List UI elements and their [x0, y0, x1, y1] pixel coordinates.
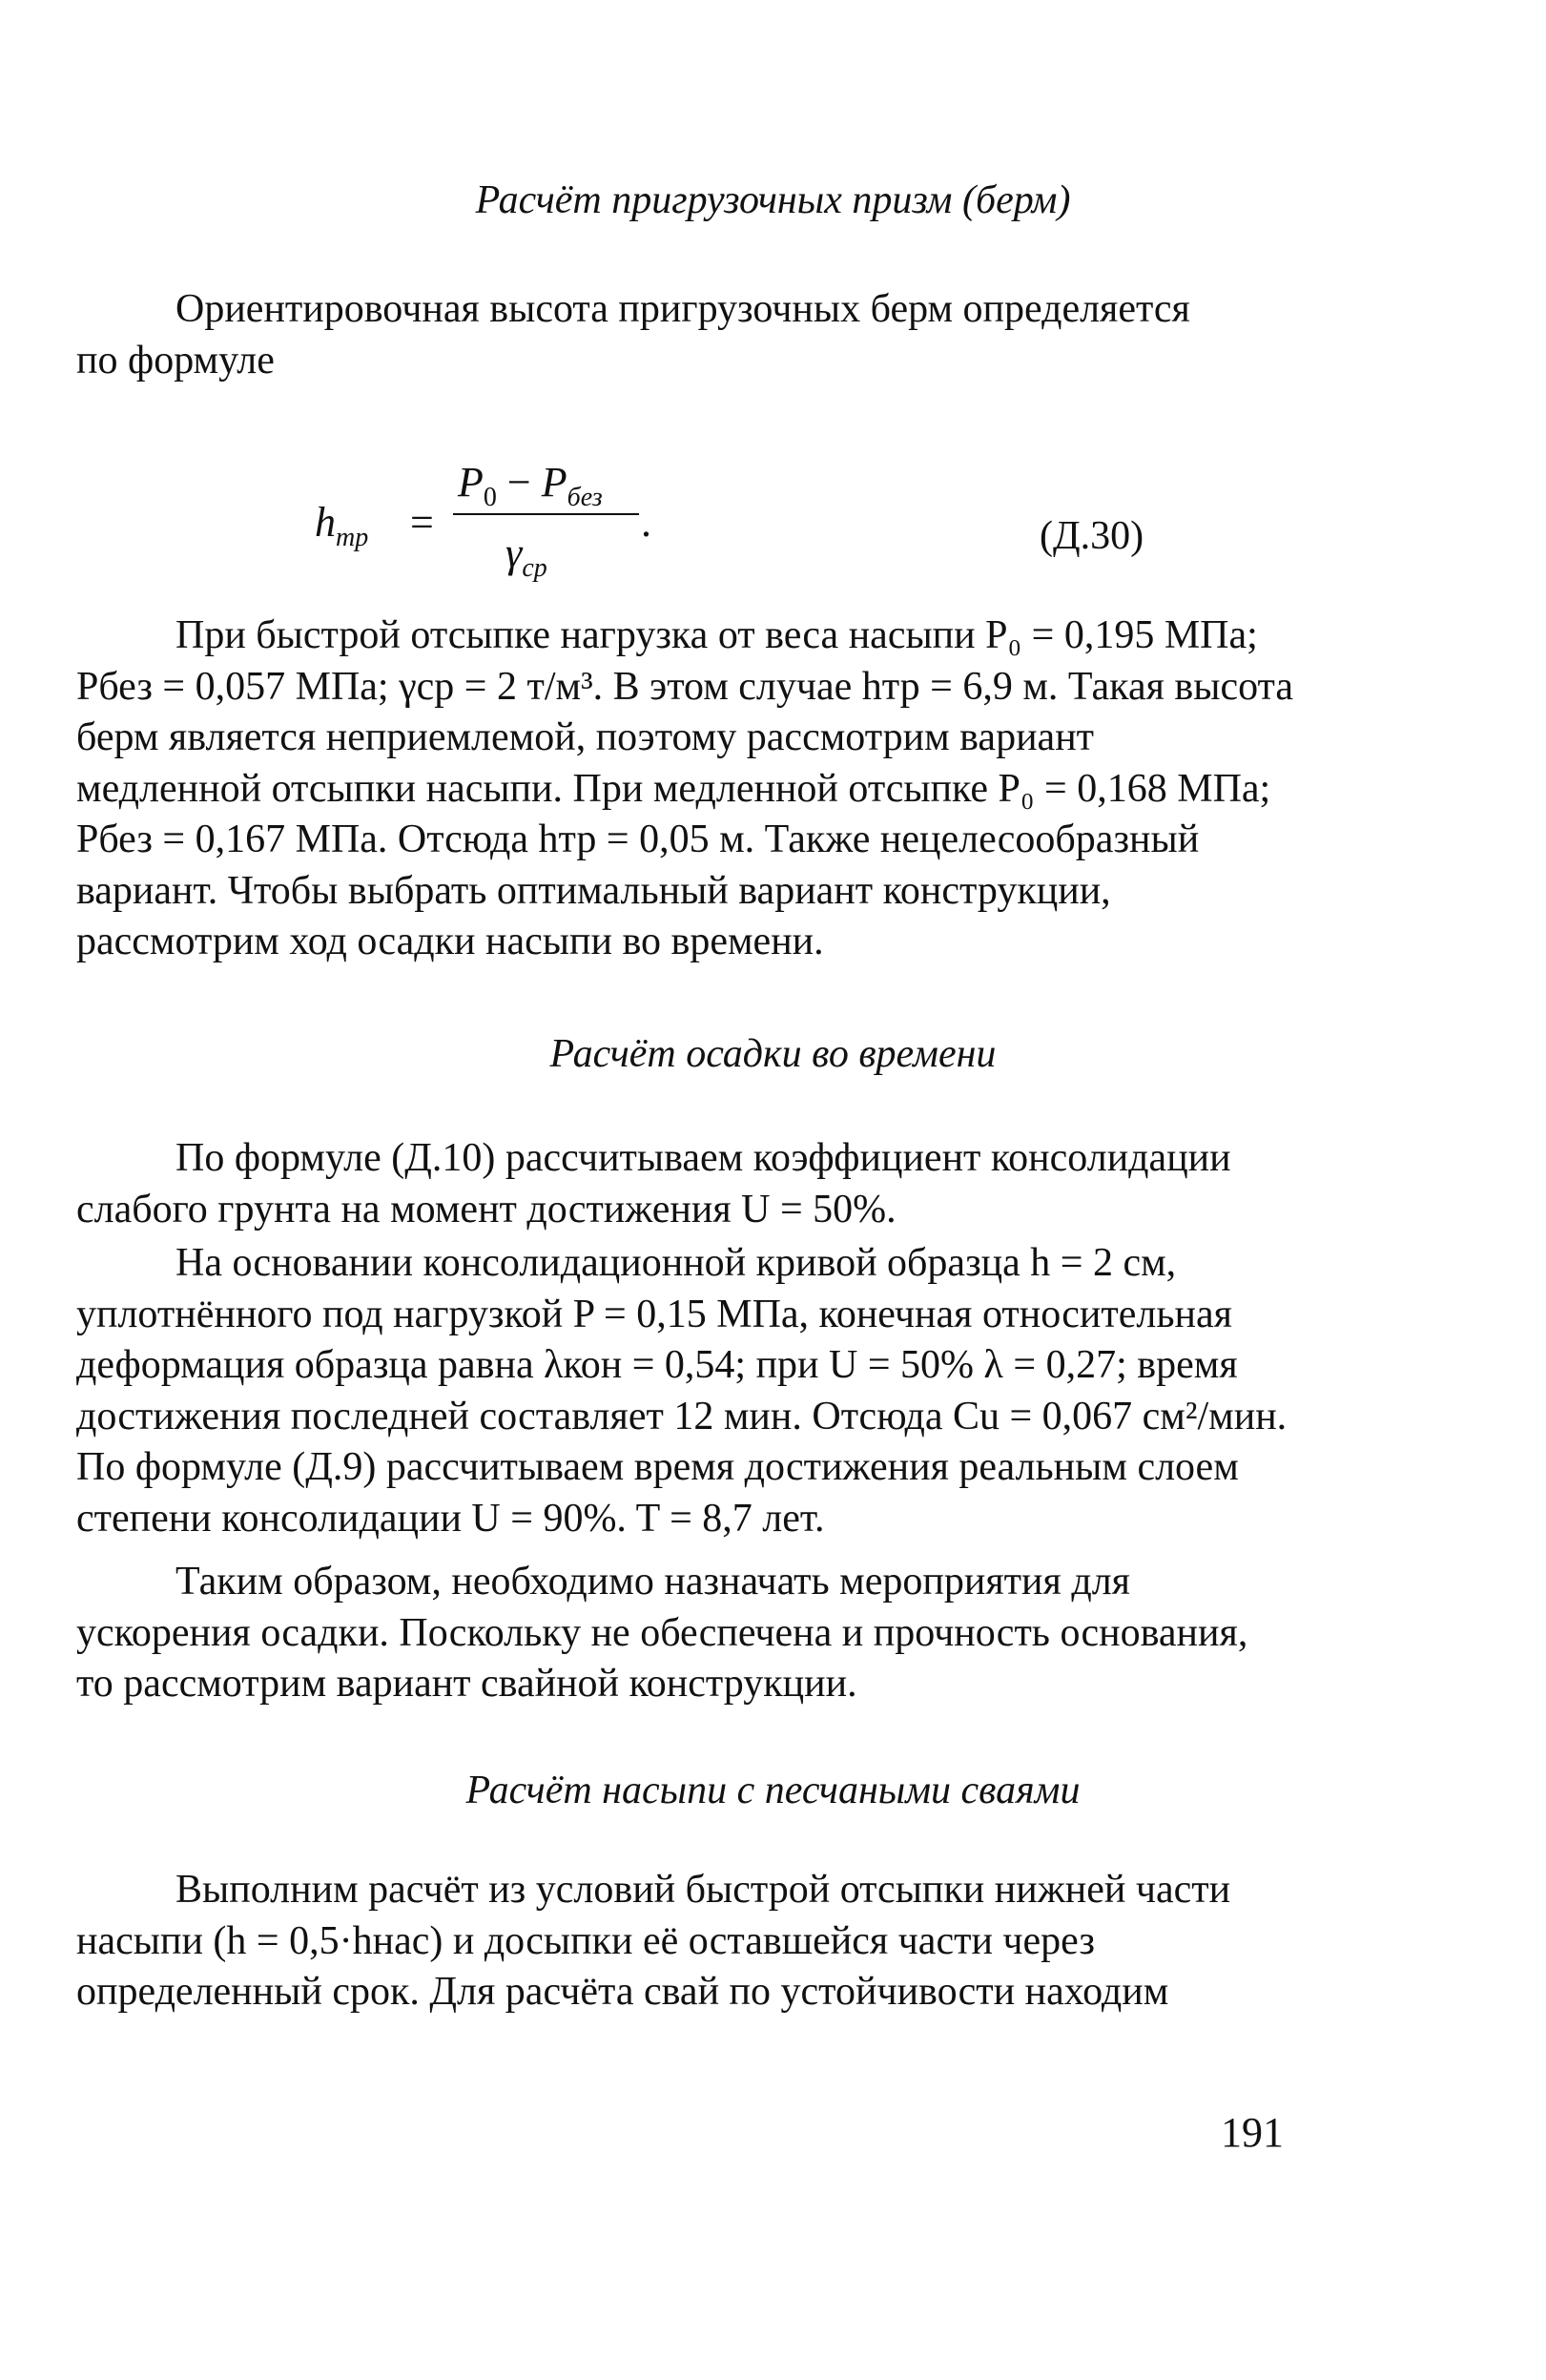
paragraph-line: деформация образца равна λкон = 0,54; при U = 50% λ = 0,27; время [76, 1343, 1238, 1387]
paragraph-conclusion [76, 1557, 1288, 1710]
formula-equals: = [410, 499, 434, 546]
paragraph-consolidation-curve [76, 1238, 1288, 1544]
paragraph-sand-piles [76, 1865, 1288, 2018]
formula-numerator: $P_0 - P_{без}$ [458, 459, 603, 512]
page-number: 191 [1221, 2109, 1284, 2156]
fraction-bar [453, 513, 639, 515]
paragraph-line: то рассмотрим вариант свайной конструкции. [76, 1662, 857, 1706]
paragraph-line: По формуле (Д.9) рассчитываем время достижения реальным слоем [76, 1445, 1239, 1489]
paragraph-line: по формуле [76, 338, 275, 383]
section-heading-sand-piles: Расчёт насыпи с песчаными сваями [465, 1769, 1081, 1812]
paragraph-line: На основании консолидационной кривой образца h = 2 см, [175, 1241, 1177, 1285]
formula-period: . [641, 499, 651, 546]
paragraph-line: По формуле (Д.10) рассчитываем коэффициент консолидации [175, 1136, 1231, 1180]
paragraph-berm-calc [76, 611, 1294, 968]
paragraph-intro [76, 284, 1288, 386]
paragraph-line: насыпи (h = 0,5·hнас) и досыпки её оставшейся части через [76, 1918, 1095, 1963]
paragraph-line: Pбез = 0,057 МПа; γср = 2 т/м³. В этом случае hтр = 6,9 м. Такая высота [76, 664, 1294, 709]
paragraph-line: достижения последней составляет 12 мин. Отсюда Cu = 0,067 см²/мин. [76, 1394, 1288, 1438]
paragraph-consolidation-coefficient [76, 1133, 1288, 1235]
paragraph-line: При быстрой отсыпке нагрузка от веса насыпи P₀ = 0,195 МПа; [175, 613, 1258, 657]
paragraph-line: слабого грунта на момент достижения U = 50%. [76, 1187, 897, 1231]
section-heading-settlement: Расчёт осадки во времени [549, 1032, 997, 1076]
paragraph-line: медленной отсыпки насыпи. При медленной отсыпке P₀ = 0,168 МПа; [76, 766, 1271, 811]
equation-number: (Д.30) [1040, 514, 1144, 558]
paragraph-line: Ориентировочная высота пригрузочных берм определяется [175, 287, 1190, 331]
formula-denominator: $\gamma_{ср}$ [505, 529, 547, 583]
formula-berm-height [315, 458, 696, 601]
formula-lhs: $h_{тр}$ [315, 499, 369, 552]
paragraph-line: уплотнённого под нагрузкой P = 0,15 МПа, конечная относительная [76, 1292, 1232, 1336]
paragraph-line: берм является неприемлемой, поэтому рассмотрим вариант [76, 715, 1095, 759]
section-heading-berms: Расчёт пригрузочных призм (берм) [475, 178, 1071, 222]
paragraph-line: определенный срок. Для расчёта свай по устойчивости находим [76, 1970, 1169, 2014]
paragraph-line: рассмотрим ход осадки насыпи во времени. [76, 920, 824, 963]
paragraph-line: Таким образом, необходимо назначать мероприятия для [175, 1560, 1130, 1604]
paragraph-line: ускорения осадки. Поскольку не обеспечена и прочность основания, [76, 1610, 1248, 1655]
paragraph-line: вариант. Чтобы выбрать оптимальный вариант конструкции, [76, 868, 1111, 913]
paragraph-line: степени консолидации U = 90%. T = 8,7 лет. [76, 1496, 825, 1541]
paragraph-line: Выполним расчёт из условий быстрой отсыпки нижней части [175, 1868, 1231, 1912]
paragraph-line: Pбез = 0,167 МПа. Отсюда hтр = 0,05 м. Также нецелесообразный [76, 817, 1200, 861]
